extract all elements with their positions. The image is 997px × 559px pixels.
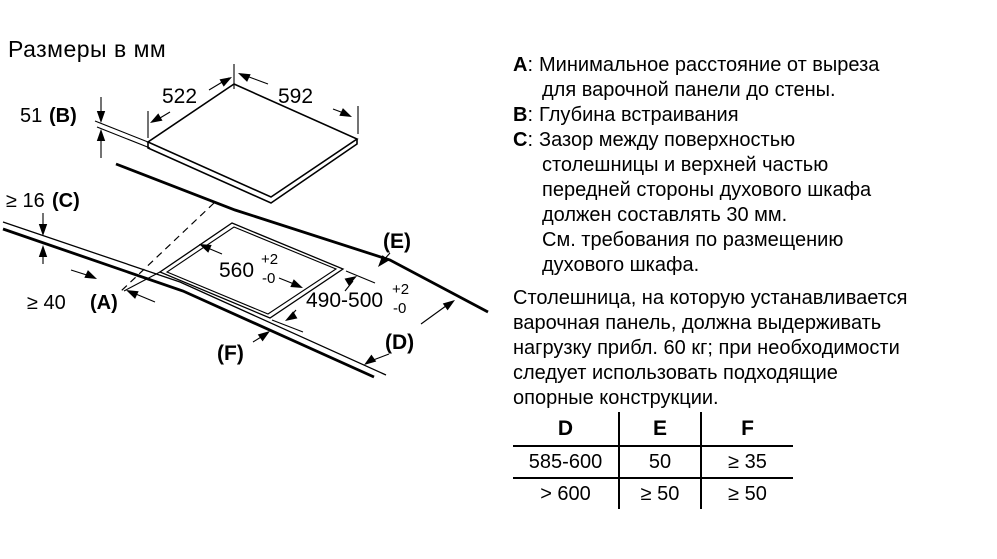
dimension-560-tol-plus: +2 [261,251,279,268]
projection-dashed-line [120,203,214,292]
legend-letter-c: C [513,129,528,151]
legend-letter-b: B [513,104,528,126]
dimension-490-500-tol-minus: -0 [393,300,407,317]
dimension-b [20,97,150,158]
table-cell: ≥ 50 [618,479,700,509]
dimension-a-letter: (A) [90,292,118,314]
table-header-e: E [618,412,700,447]
dimension-522 [148,64,234,138]
table-cell: ≥ 35 [700,447,793,479]
table-header-d: D [513,412,618,447]
dimension-522-label: 522 [162,85,198,108]
legend-item-c [513,128,991,278]
legend-item-b [513,103,991,128]
dimension-490-500-label: 490-500 [306,289,384,312]
dimension-a-value: ≥ 40 [27,292,66,314]
dimension-table [513,412,793,509]
page-title: Размеры в мм [8,36,167,62]
dimension-490-500 [272,271,409,332]
legend-separator: : [527,129,534,151]
dimension-c-letter: (C) [52,190,80,212]
dimension-b-letter: (B) [49,105,77,127]
dimension-560 [197,240,304,292]
legend-letter-a: A [513,54,528,76]
reference-e-label: (E) [383,230,411,253]
table-cell: > 600 [540,482,591,505]
legend-separator: : [527,54,534,76]
table-cell: 585-600 [513,447,618,479]
reference-d-label: (D) [385,331,415,354]
legend-separator: : [527,104,534,126]
legend-text-c: Зазор между поверхностью столешницы и верхней частью передней стороны духового шкафа должен составлять 30 мм. См. требования по размещению духового шкафа. [539,129,872,276]
legend-text-b: Глубина встраивания [539,104,739,126]
dimension-560-label: 560 [219,259,255,282]
reference-e [375,230,411,270]
dimension-b-value: 51 [20,105,43,127]
dimension-560-tol-minus: -0 [262,270,276,287]
worktop-note: Столешница, на которую устанавливается варочная панель, должна выдерживать нагрузку прибл. 60 кг; при необходимости следует использовать подходящие опорные конструкции. [513,287,908,409]
legend [513,53,991,278]
reference-f [217,328,272,365]
dimension-592 [236,69,358,134]
dimension-490-500-tol-plus: +2 [392,281,410,298]
table-cell: ≥ 50 [700,479,793,509]
table-cell: 50 [618,447,700,479]
reference-f-label: (F) [217,342,244,365]
dimension-592-label: 592 [278,85,314,108]
legend-item-a [513,53,991,103]
dimension-c-value: ≥ 16 [6,190,45,212]
legend-text-a: Минимальное расстояние от выреза для варочной панели до стены. [539,54,880,101]
table-header-f: F [700,412,793,447]
